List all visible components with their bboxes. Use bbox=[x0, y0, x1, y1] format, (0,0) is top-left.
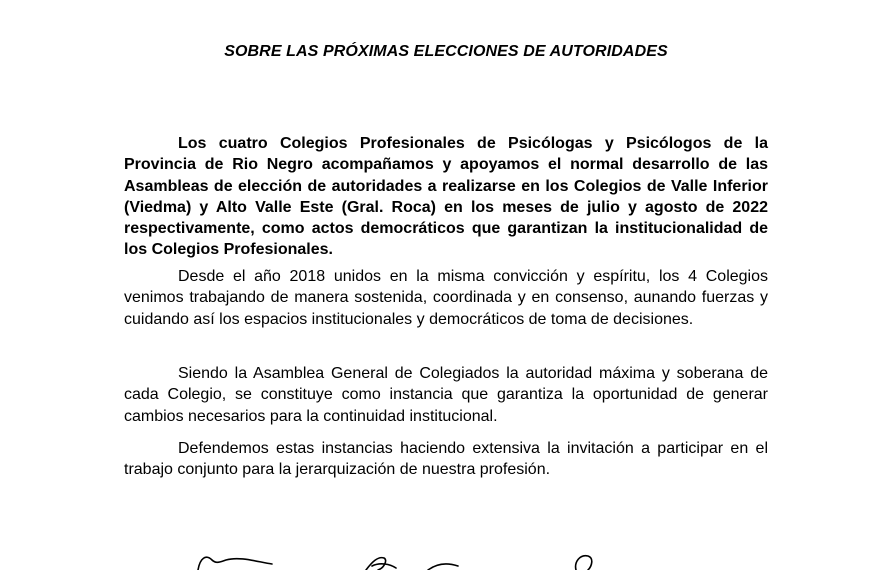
paragraph-1: Los cuatro Colegios Profesionales de Psicólogas y Psicólogos de la Provincia de Rio Negro acompañamos y apoyamos el normal desarrollo de las Asambleas de elección de autoridades a realizarse en los Colegios de Valle Inferior (Viedma) y Alto Valle Este (Gral. Roca) en los meses de julio y agosto de 2022 respectivamente, como actos democráticos que garantizan la institucionalidad de los Colegios Profesionales. bbox=[124, 135, 768, 259]
document-title: SOBRE LAS PRÓXIMAS ELECCIONES DE AUTORIDADES bbox=[224, 43, 668, 60]
signatures bbox=[0, 540, 870, 570]
signature-1 bbox=[198, 557, 272, 570]
signature-4 bbox=[576, 556, 592, 570]
signature-3 bbox=[428, 564, 458, 570]
paragraph-2: Desde el año 2018 unidos en la misma convicción y espíritu, los 4 Colegios venimos trabajando de manera sostenida, coordinada y en consenso, aunando fuerzas y cuidando así los espacios institucionales y democráticos de toma de decisiones. bbox=[124, 268, 768, 328]
paragraph-3: Siendo la Asamblea General de Colegiados la autoridad máxima y soberana de cada Colegio, se constituye como instancia que garantiza la oportunidad de generar cambios necesarios para la continuidad institucional. bbox=[124, 365, 768, 425]
signature-2 bbox=[366, 558, 396, 570]
paragraph-4: Defendemos estas instancias haciendo extensiva la invitación a participar en el trabajo conjunto para la jerarquización de nuestra profesión. bbox=[124, 440, 768, 479]
